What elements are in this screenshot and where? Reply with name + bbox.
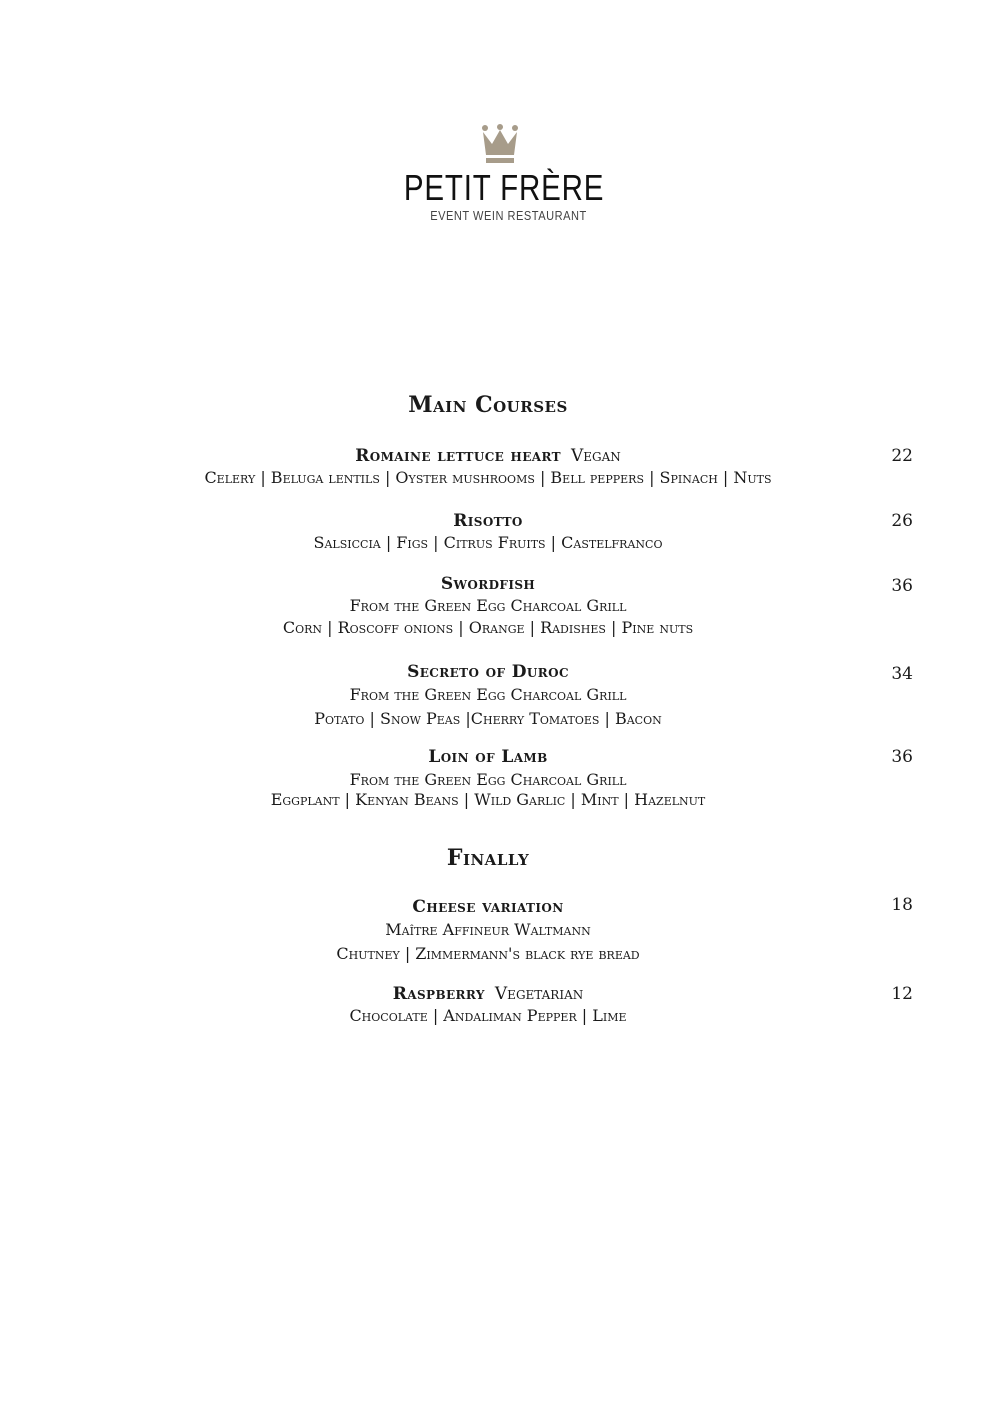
crown-icon [481, 124, 519, 164]
item-name: Swordfish [440, 574, 536, 594]
item-preparation: From the Green Egg Charcoal Grill [349, 770, 627, 789]
item-diet-tag: Vegetarian [494, 984, 584, 1004]
brand-subtitle: EVENT WEIN RESTAURANT [430, 208, 587, 223]
item-ingredients: Eggplant | Kenyan Beans | Wild Garlic | Mint | Hazelnut [270, 790, 706, 809]
item-diet-tag: Vegan [571, 446, 621, 466]
item-price: 18 [891, 895, 913, 915]
item-ingredients: Celery | Beluga lentils | Oyster mushrooms | Bell peppers | Spinach | Nuts [204, 468, 772, 487]
item-name: Romaine lettuce heart [355, 446, 561, 466]
item-price: 22 [891, 446, 913, 466]
item-preparation: From the Green Egg Charcoal Grill [349, 596, 627, 615]
restaurant-logo [0, 124, 1000, 224]
brand-name: PETIT FRÈRE [403, 167, 605, 208]
menu-item-swordfish [0, 573, 976, 639]
item-supplier: Maître Affineur Waltmann [385, 920, 591, 939]
item-price: 36 [891, 576, 913, 596]
item-preparation: From the Green Egg Charcoal Grill [349, 685, 627, 704]
section-title-finally: Finally [446, 845, 530, 871]
menu-item-romaine [0, 445, 976, 489]
item-price: 26 [891, 511, 913, 531]
item-ingredients: Chocolate | Andaliman Pepper | Lime [349, 1006, 627, 1025]
menu-item-cheese [0, 896, 976, 966]
item-name: Secreto of Duroc [407, 662, 569, 682]
item-price: 34 [891, 664, 913, 684]
item-ingredients: Salsiccia | Figs | Citrus Fruits | Castelfranco [313, 533, 663, 552]
menu-item-risotto [0, 510, 976, 554]
menu-item-secreto [0, 661, 976, 731]
item-ingredients: Potato | Snow Peas |Cherry Tomatoes | Bacon [314, 709, 662, 728]
item-ingredients: Chutney | Zimmermann's black rye bread [336, 944, 640, 963]
item-name: Raspberry [392, 984, 485, 1004]
item-name: Loin of Lamb [428, 747, 548, 767]
section-title-main-courses: Main Courses [408, 392, 568, 418]
item-price: 36 [891, 747, 913, 767]
menu-item-lamb [0, 746, 976, 808]
item-name: Risotto [453, 511, 523, 531]
item-price: 12 [891, 984, 913, 1004]
item-name: Cheese variation [412, 897, 564, 917]
menu-item-raspberry [0, 983, 976, 1027]
item-ingredients: Corn | Roscoff onions | Orange | Radishes | Pine nuts [282, 618, 694, 637]
